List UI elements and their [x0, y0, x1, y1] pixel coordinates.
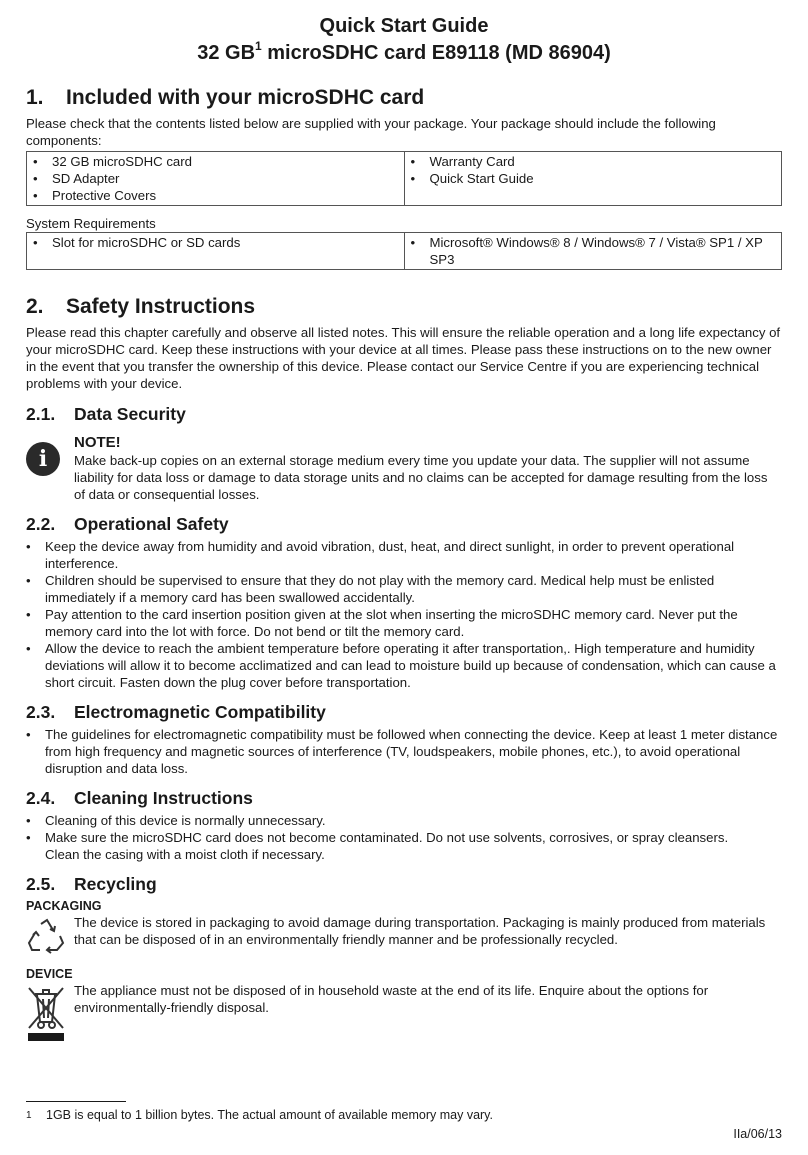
device-block — [26, 982, 782, 1042]
list-item: • Children should be supervised to ensure that they do not play with the memory card. Medical help must be enlisted immediately if a memory card has been swallowed accidentally. — [26, 572, 782, 606]
list-item: • Protective Covers — [33, 187, 404, 204]
package-contents-table — [26, 151, 782, 206]
section-title: Operational Safety — [74, 514, 229, 534]
section-2-heading — [26, 294, 782, 320]
footnote-marker: 1 — [255, 39, 262, 53]
system-requirements-label: System Requirements — [26, 216, 156, 231]
footnote-text: 1GB is equal to 1 billion bytes. The actual amount of available memory may vary. — [46, 1108, 493, 1122]
list-item: • Slot for microSDHC or SD cards — [33, 234, 404, 251]
packaging-text: The device is stored in packaging to avoid damage during transportation. Packaging is mainly produced from materials that can be disposed of in an environmentally friendly manner and be professionally recycled. — [74, 915, 766, 947]
section-number: 2.2. — [26, 514, 56, 534]
list-item: • 32 GB microSDHC card — [33, 153, 404, 170]
emc-list — [26, 726, 782, 777]
system-requirements-table — [26, 232, 782, 270]
packaging-block — [26, 914, 782, 958]
section-number: 2.5. — [26, 874, 56, 894]
section-number: 2. — [26, 295, 44, 318]
contents-left-cell — [27, 152, 405, 206]
section-number: 2.4. — [26, 788, 56, 808]
section-2-3-heading — [26, 701, 782, 723]
list-item: • The guidelines for electromagnetic compatibility must be followed when connecting the device. Keep at least 1 meter distance from high frequency and magnetic sources of interference (TV, loudspeakers, mobile phones, etc.), to avoid operational disruption and data loss. — [26, 726, 782, 777]
cleaning-extra: Clean the casing with a moist cloth if necessary. — [45, 847, 325, 862]
section-title: Electromagnetic Compatibility — [74, 702, 326, 722]
section-title: Recycling — [74, 874, 157, 894]
packaging-label: PACKAGING — [26, 899, 102, 913]
footnote-divider — [26, 1101, 126, 1102]
note-text: Make back-up copies on an external storage medium every time you update your data. The supplier will not assume liability for data loss or damage to data storage units and no claims can be accepted for damage resulting from the loss of data or consequential losses. — [74, 453, 768, 502]
section-number: 2.3. — [26, 702, 56, 722]
section-title: Included with your microSDHC card — [66, 86, 425, 109]
device-text: The appliance must not be disposed of in household waste at the end of its life. Enquire about the options for environmentally-friendly disposal. — [74, 983, 709, 1015]
list-item: • Make sure the microSDHC card does not become contaminated. Do not use solvents, corrosives, or spray cleansers. — [26, 829, 782, 846]
title-line-2 — [26, 40, 782, 67]
section-2-intro: Please read this chapter carefully and observe all listed notes. This will ensure the reliable operation and a long life expectancy of your microSDHC card. Keep these instructions with your device at all times. Please pass these instructions on to the new owner in the event that you transfer the ownership of this device. Please contact our Service Centre if you are experiencing technical problems with your device. — [26, 325, 781, 391]
section-2-4-heading — [26, 787, 782, 809]
section-2-1-heading — [26, 403, 782, 425]
list-item: • SD Adapter — [33, 170, 404, 187]
section-number: 1. — [26, 86, 44, 109]
section-2-2-heading — [26, 513, 782, 535]
list-item: • Keep the device away from humidity and avoid vibration, dust, heat, and direct sunlight, in order to prevent operational interference. — [26, 538, 782, 572]
footnote-number: 1 — [26, 1110, 32, 1121]
list-item: • Quick Start Guide — [411, 170, 782, 187]
crossed-bin-icon — [26, 984, 66, 1042]
section-number: 2.1. — [26, 404, 56, 424]
contents-right-cell — [404, 152, 782, 206]
document-page — [26, 0, 782, 1042]
section-1-heading — [26, 85, 782, 111]
note-title: NOTE! — [74, 434, 121, 451]
info-icon: i — [26, 442, 60, 476]
title-line-1: Quick Start Guide — [319, 15, 489, 37]
cleaning-list — [26, 812, 782, 846]
sysreq-right-cell — [404, 233, 782, 270]
section-1-intro: Please check that the contents listed below are supplied with your package. Your package should include the following components: — [26, 116, 716, 148]
page-title — [26, 13, 782, 67]
title-product: microSDHC card E89118 (MD 86904) — [261, 42, 611, 64]
section-2-5-heading — [26, 873, 782, 895]
section-title: Cleaning Instructions — [74, 788, 253, 808]
list-item: • Pay attention to the card insertion position given at the slot when inserting the microSDHC memory card. Never put the memory card into the lot with force. Do not bend or tilt the memory card. — [26, 606, 782, 640]
title-capacity: 32 GB — [197, 42, 256, 64]
list-item: • Allow the device to reach the ambient temperature before operating it after transportation,. High temperature and humidity deviations will allow it to become acclimatized and can lead to moisture build up because of condensation, which can cause a short circuit. Fasten down the plug cover before transportation. — [26, 640, 782, 691]
document-reference: IIa/06/13 — [733, 1127, 782, 1141]
note-box — [26, 434, 782, 503]
recycling-icon — [26, 916, 66, 956]
section-title: Data Security — [74, 404, 186, 424]
device-label: DEVICE — [26, 967, 73, 981]
operational-safety-list — [26, 538, 782, 691]
sysreq-left-cell — [27, 233, 405, 270]
list-item: • Cleaning of this device is normally unnecessary. — [26, 812, 782, 829]
section-title: Safety Instructions — [66, 295, 256, 318]
footnote — [26, 1107, 493, 1124]
list-item: • Warranty Card — [411, 153, 782, 170]
list-item: • Microsoft® Windows® 8 / Windows® 7 / Vista® SP1 / XP SP3 — [411, 234, 782, 268]
